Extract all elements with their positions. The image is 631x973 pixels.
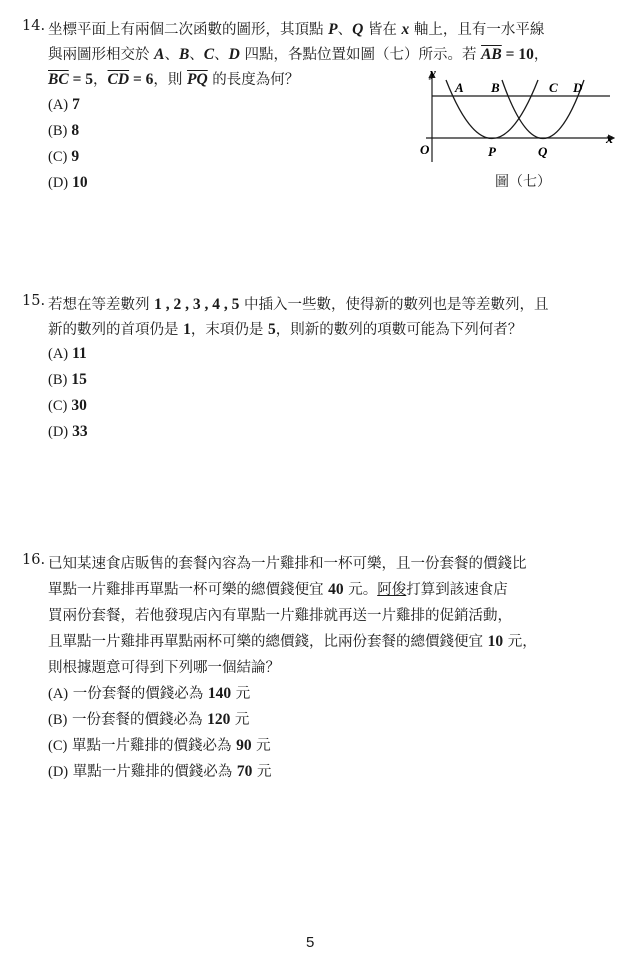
option-d[interactable]: (D) 33: [48, 423, 88, 440]
label-p: P: [488, 144, 496, 159]
segment-pq: $\overline{PQ}$: [187, 71, 208, 88]
question-15-line-2: 新的數列的首項仍是 1，末項仍是 5，則新的數列的項數可能為下列何者？: [48, 321, 523, 338]
option-c[interactable]: (C) 9: [48, 148, 80, 165]
question-16-line-4: 且單點一片雞排再單點兩杯可樂的總價錢，比兩份套餐的總價錢便宜 10 元，: [48, 633, 537, 650]
label-a: A: [455, 80, 464, 95]
option-a[interactable]: (A) 11: [48, 345, 87, 362]
option-b[interactable]: (B) 8: [48, 122, 80, 139]
question-number: 15.: [22, 293, 46, 309]
label-y: y: [430, 66, 436, 80]
person-name: 阿俊: [377, 582, 407, 598]
label-x: x: [606, 132, 613, 147]
question-15-line-1: 若想在等差數列 1 , 2 , 3 , 4 , 5 中插入一些數，使得新的數列也是等差數列，且: [48, 296, 549, 313]
option-b[interactable]: (B) 15: [48, 371, 87, 388]
question-14-line-2: 與兩圖形相交於 A、B、C、D 四點，各點位置如圖（七）所示。若 $\overline{AB} = 10$，: [48, 46, 549, 63]
question-15: [22, 291, 618, 451]
label-c: C: [549, 80, 558, 95]
option-d[interactable]: (D) 單點一片雞排的價錢必為 70 元: [48, 763, 272, 780]
question-16-line-2: 單點一片雞排再單點一杯可樂的總價錢便宜 40 元。阿俊打算到該速食店: [48, 581, 508, 598]
label-b: B: [491, 80, 500, 95]
question-number: 16.: [22, 552, 46, 568]
question-16-line-3: 買兩份套餐，若他發現店內有單點一片雞排就再送一片雞排的促銷活動，: [48, 608, 512, 624]
label-q: Q: [538, 144, 548, 159]
segment-cd: $\overline{CD}$: [107, 71, 130, 88]
page-number: 5: [306, 934, 315, 951]
question-number: 14.: [22, 18, 46, 34]
label-origin: O: [420, 142, 430, 157]
segment-ab: $\overline{AB}$: [481, 46, 502, 63]
option-b[interactable]: (B) 一份套餐的價錢必為 120 元: [48, 711, 250, 728]
question-16-line-5: 則根據題意可得到下列哪一個結論？: [48, 660, 280, 676]
question-14-line-1: 坐標平面上有兩個二次函數的圖形，其頂點 P、Q 皆在 x 軸上，且有一水平線: [48, 21, 545, 38]
option-a[interactable]: (A) 一份套餐的價錢必為 140 元: [48, 685, 251, 702]
option-c[interactable]: (C) 30: [48, 397, 87, 414]
question-16: [22, 550, 618, 790]
option-d[interactable]: (D) 10: [48, 174, 88, 191]
segment-bc: $\overline{BC}$: [48, 71, 69, 88]
option-a[interactable]: (A) 7: [48, 96, 80, 113]
question-16-line-1: 已知某速食店販售的套餐內容為一片雞排和一杯可樂，且一份套餐的價錢比: [48, 556, 527, 572]
figure-caption: 圖（七）: [495, 174, 551, 190]
option-c[interactable]: (C) 單點一片雞排的價錢必為 90 元: [48, 737, 271, 754]
question-14-line-3: $\overline{BC} = 5$，$\overline{CD} = 6$，則 $\overline{PQ}$ 的長度為何？: [48, 71, 300, 88]
label-d: D: [573, 80, 583, 95]
figure-seven-graph: [418, 66, 618, 166]
parabola-q: [502, 80, 584, 139]
